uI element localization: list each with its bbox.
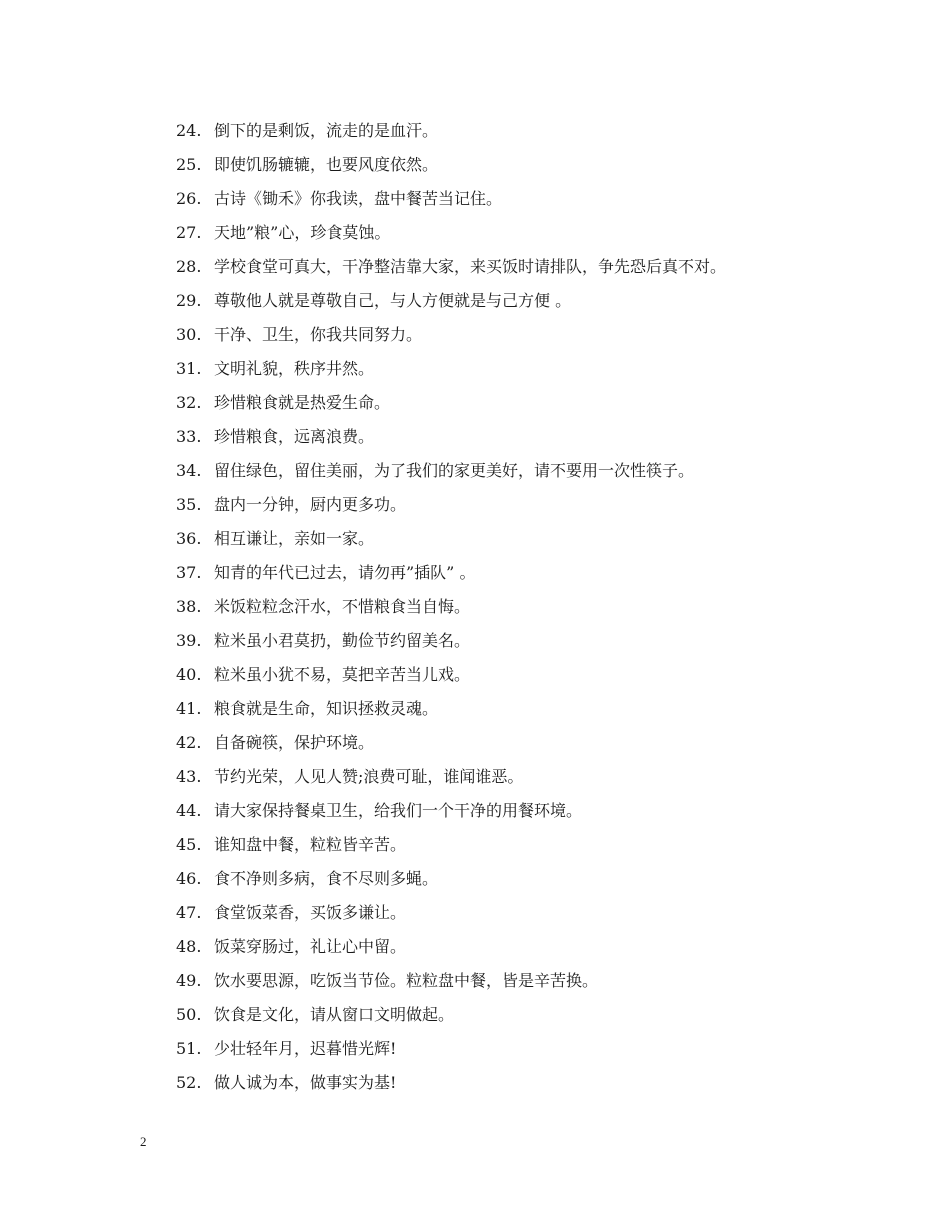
list-item xyxy=(176,594,876,628)
list-item xyxy=(176,628,876,662)
list-item xyxy=(176,730,876,764)
list-item xyxy=(176,152,876,186)
list-item xyxy=(176,662,876,696)
item-text: 粮食就是生命，知识拯救灵魂。 xyxy=(214,699,439,718)
item-number: 44. xyxy=(176,801,202,820)
list-item xyxy=(176,118,876,152)
item-text: 天地”粮”心，珍食莫蚀。 xyxy=(214,223,391,242)
item-number: 33. xyxy=(176,427,202,446)
item-text: 即使饥肠辘辘，也要风度依然。 xyxy=(214,155,439,174)
item-number: 40. xyxy=(176,665,202,684)
item-number: 35. xyxy=(176,495,202,514)
list-item xyxy=(176,356,876,390)
list-item xyxy=(176,798,876,832)
list-item xyxy=(176,1036,876,1070)
item-text: 节约光荣，人见人赞;浪费可耻，谁闻谁恶。 xyxy=(214,767,524,786)
item-number: 34. xyxy=(176,461,202,480)
item-text: 米饭粒粒念汗水，不惜粮食当自悔。 xyxy=(214,597,471,616)
item-text: 饮水要思源，吃饭当节俭。粒粒盘中餐，皆是辛苦换。 xyxy=(214,971,599,990)
item-text: 留住绿色，留住美丽，为了我们的家更美好，请不要用一次性筷子。 xyxy=(214,461,695,480)
item-number: 31. xyxy=(176,359,202,378)
item-number: 27. xyxy=(176,223,202,242)
item-text: 饮食是文化，请从窗口文明做起。 xyxy=(214,1005,455,1024)
item-number: 24. xyxy=(176,121,202,140)
item-text: 古诗《锄禾》你我读，盘中餐苦当记住。 xyxy=(214,189,503,208)
item-number: 50. xyxy=(176,1005,202,1024)
item-number: 52. xyxy=(176,1073,202,1092)
list-item xyxy=(176,254,876,288)
item-text: 食堂饭菜香，买饭多谦让。 xyxy=(214,903,407,922)
list-item xyxy=(176,934,876,968)
list-item xyxy=(176,186,876,220)
item-text: 珍惜粮食就是热爱生命。 xyxy=(214,393,391,412)
item-text: 谁知盘中餐，粒粒皆辛苦。 xyxy=(214,835,407,854)
item-text: 珍惜粮食，远离浪费。 xyxy=(214,427,375,446)
list-item xyxy=(176,968,876,1002)
item-number: 25. xyxy=(176,155,202,174)
item-text: 粒米虽小犹不易，莫把辛苦当儿戏。 xyxy=(214,665,471,684)
list-item xyxy=(176,492,876,526)
item-text: 做人诚为本，做事实为基! xyxy=(214,1073,397,1092)
list-item xyxy=(176,424,876,458)
list-item xyxy=(176,288,876,322)
item-text: 干净、卫生，你我共同努力。 xyxy=(214,325,423,344)
item-number: 45. xyxy=(176,835,202,854)
list-item xyxy=(176,322,876,356)
list-item xyxy=(176,866,876,900)
item-number: 29. xyxy=(176,291,202,310)
list-item xyxy=(176,696,876,730)
item-text: 倒下的是剩饭，流走的是血汗。 xyxy=(214,121,439,140)
item-number: 49. xyxy=(176,971,202,990)
item-text: 知青的年代已过去，请勿再”插队” 。 xyxy=(214,563,476,582)
item-text: 尊敬他人就是尊敬自己，与人方便就是与己方便 。 xyxy=(214,291,572,310)
item-number: 32. xyxy=(176,393,202,412)
item-number: 41. xyxy=(176,699,202,718)
item-number: 47. xyxy=(176,903,202,922)
list-item xyxy=(176,764,876,798)
item-number: 28. xyxy=(176,257,202,276)
item-text: 文明礼貌，秩序井然。 xyxy=(214,359,375,378)
item-text: 少壮轻年月，迟暮惜光辉! xyxy=(214,1039,397,1058)
item-number: 30. xyxy=(176,325,202,344)
list-item xyxy=(176,390,876,424)
list-item xyxy=(176,458,876,492)
item-number: 39. xyxy=(176,631,202,650)
item-text: 请大家保持餐桌卫生，给我们一个干净的用餐环境。 xyxy=(214,801,583,820)
list-item xyxy=(176,1002,876,1036)
item-text: 食不净则多病，食不尽则多蝇。 xyxy=(214,869,439,888)
item-number: 46. xyxy=(176,869,202,888)
list-item xyxy=(176,1070,876,1104)
item-number: 48. xyxy=(176,937,202,956)
item-number: 36. xyxy=(176,529,202,548)
item-text: 学校食堂可真大，干净整洁靠大家，来买饭时请排队，争先恐后真不对。 xyxy=(214,257,727,276)
item-text: 盘内一分钟，厨内更多功。 xyxy=(214,495,407,514)
item-text: 粒米虽小君莫扔，勤俭节约留美名。 xyxy=(214,631,471,650)
list-item xyxy=(176,900,876,934)
item-text: 饭菜穿肠过，礼让心中留。 xyxy=(214,937,407,956)
list-item xyxy=(176,832,876,866)
item-number: 42. xyxy=(176,733,202,752)
item-number: 26. xyxy=(176,189,202,208)
item-text: 自备碗筷，保护环境。 xyxy=(214,733,375,752)
item-number: 38. xyxy=(176,597,202,616)
list-item xyxy=(176,526,876,560)
item-number: 51. xyxy=(176,1039,202,1058)
item-number: 37. xyxy=(176,563,202,582)
item-text: 相互谦让，亲如一家。 xyxy=(214,529,375,548)
list-item xyxy=(176,560,876,594)
page-number: 2 xyxy=(140,1134,147,1149)
item-number: 43. xyxy=(176,767,202,786)
slogan-list xyxy=(176,118,876,1104)
list-item xyxy=(176,220,876,254)
